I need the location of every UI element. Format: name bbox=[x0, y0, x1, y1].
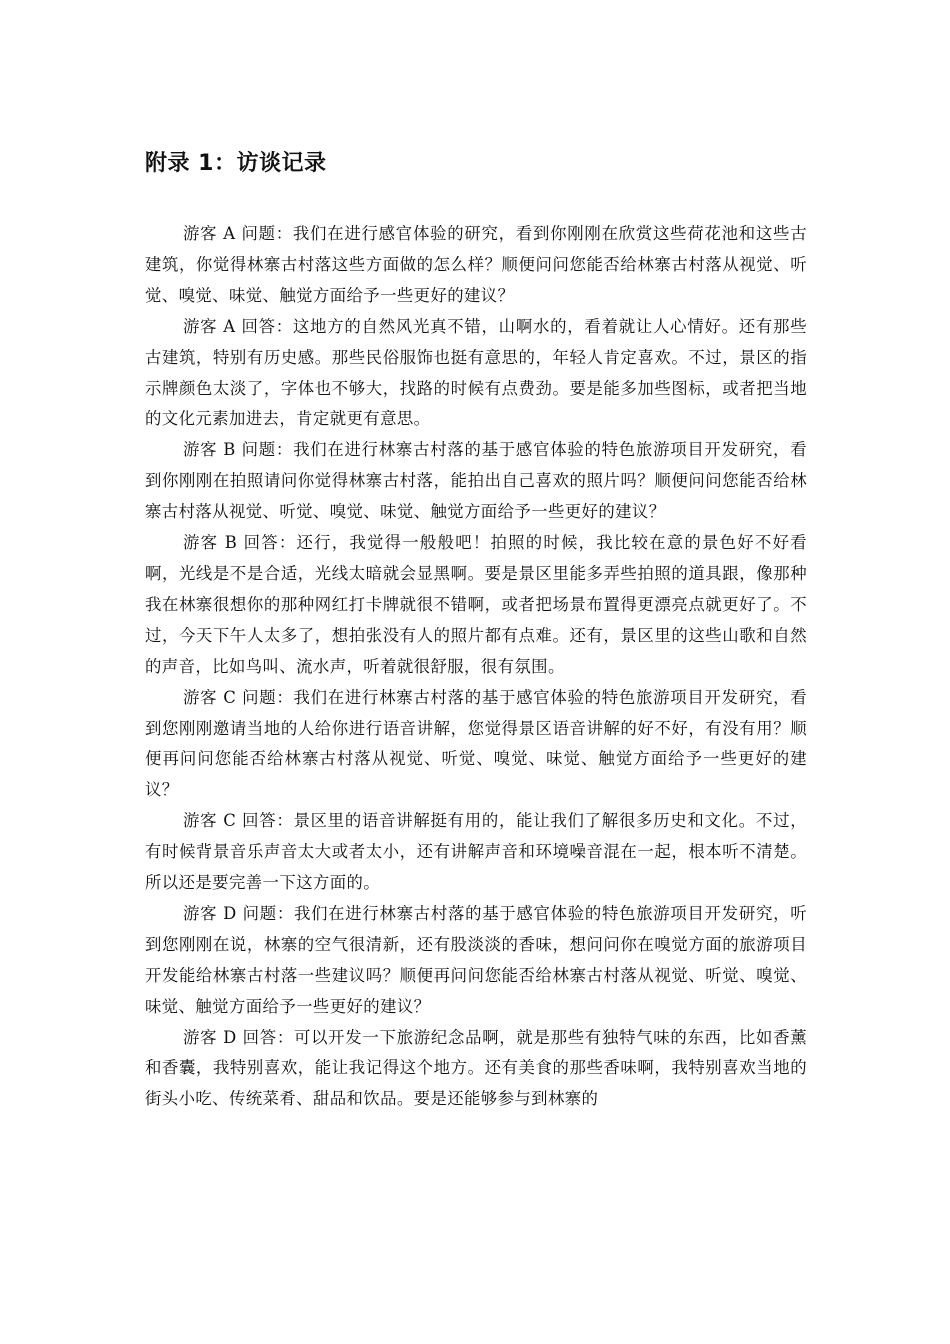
interview-transcript bbox=[145, 219, 807, 1115]
appendix-title: 附录 1：访谈记录 bbox=[145, 151, 327, 176]
paragraph-visitor-b-answer: 游客 B 回答：还行，我觉得一般般吧！拍照的时候，我比较在意的景色好不好看啊，光线是不是合适，光线太暗就会显黑啊。要是景区里能多弄些拍照的道具跟，像那种我在林寨很想你的那种网红打卡牌就很不错啊，或者把场景布置得更漂亮点就更好了。不过，今天下午人太多了，想拍张没有人的照片都有点难。还有，景区里的这些山歌和自然的声音，比如鸟叫、流水声，听着就很舒服，很有氛围。 bbox=[145, 533, 807, 676]
paragraph-visitor-d-answer: 游客 D 回答：可以开发一下旅游纪念品啊，就是那些有独特气味的东西，比如香薰和香囊，我特别喜欢，能让我记得这个地方。还有美食的那些香味啊，我特别喜欢当地的街头小吃、传统菜肴、甜品和饮品。要是还能够参与到林寨的 bbox=[145, 1027, 807, 1109]
paragraph-visitor-d-question: 游客 D 问题：我们在进行林寨古村落的基于感官体验的特色旅游项目开发研究，听到您刚刚在说，林寨的空气很清新，还有股淡淡的香味，想问问你在嗅觉方面的旅游项目开发能给林寨古村落一些建议吗？顺便再问问您能否给林寨古村落从视觉、听觉、嗅觉、味觉、触觉方面给予一些更好的建议？ bbox=[145, 903, 807, 1016]
paragraph-visitor-c-answer: 游客 C 回答：景区里的语音讲解挺有用的，能让我们了解很多历史和文化。不过，有时候背景音乐声音太大或者太小，还有讲解声音和环境噪音混在一起，根本听不清楚。所以还是要完善一下这方面的。 bbox=[145, 811, 807, 893]
paragraph-visitor-a-answer: 游客 A 回答：这地方的自然风光真不错，山啊水的，看着就让人心情好。还有那些古建筑，特别有历史感。那些民俗服饰也挺有意思的，年轻人肯定喜欢。不过，景区的指示牌颜色太淡了，字体也不够大，找路的时候有点费劲。要是能多加些图标，或者把当地的文化元素加进去，肯定就更有意思。 bbox=[145, 316, 807, 429]
paragraph-visitor-b-question: 游客 B 问题：我们在进行林寨古村落的基于感官体验的特色旅游项目开发研究，看到你刚刚在拍照请问你觉得林寨古村落，能拍出自己喜欢的照片吗？顺便问问您能否给林寨古村落从视觉、听觉、嗅觉、味觉、触觉方面给予一些更好的建议？ bbox=[145, 440, 807, 522]
paragraph-visitor-a-question: 游客 A 问题：我们在进行感官体验的研究，看到你刚刚在欣赏这些荷花池和这些古建筑，你觉得林寨古村落这些方面做的怎么样？顺便问问您能否给林寨古村落从视觉、听觉、嗅觉、味觉、触觉方面给予一些更好的建议？ bbox=[145, 224, 807, 305]
paragraph-visitor-c-question: 游客 C 问题：我们在进行林寨古村落的基于感官体验的特色旅游项目开发研究，看到您刚刚邀请当地的人给你进行语音讲解，您觉得景区语音讲解的好不好，有没有用？顺便再问问您能否给林寨古村落从视觉、听觉、嗅觉、味觉、触觉方面给予一些更好的建议？ bbox=[145, 687, 807, 800]
